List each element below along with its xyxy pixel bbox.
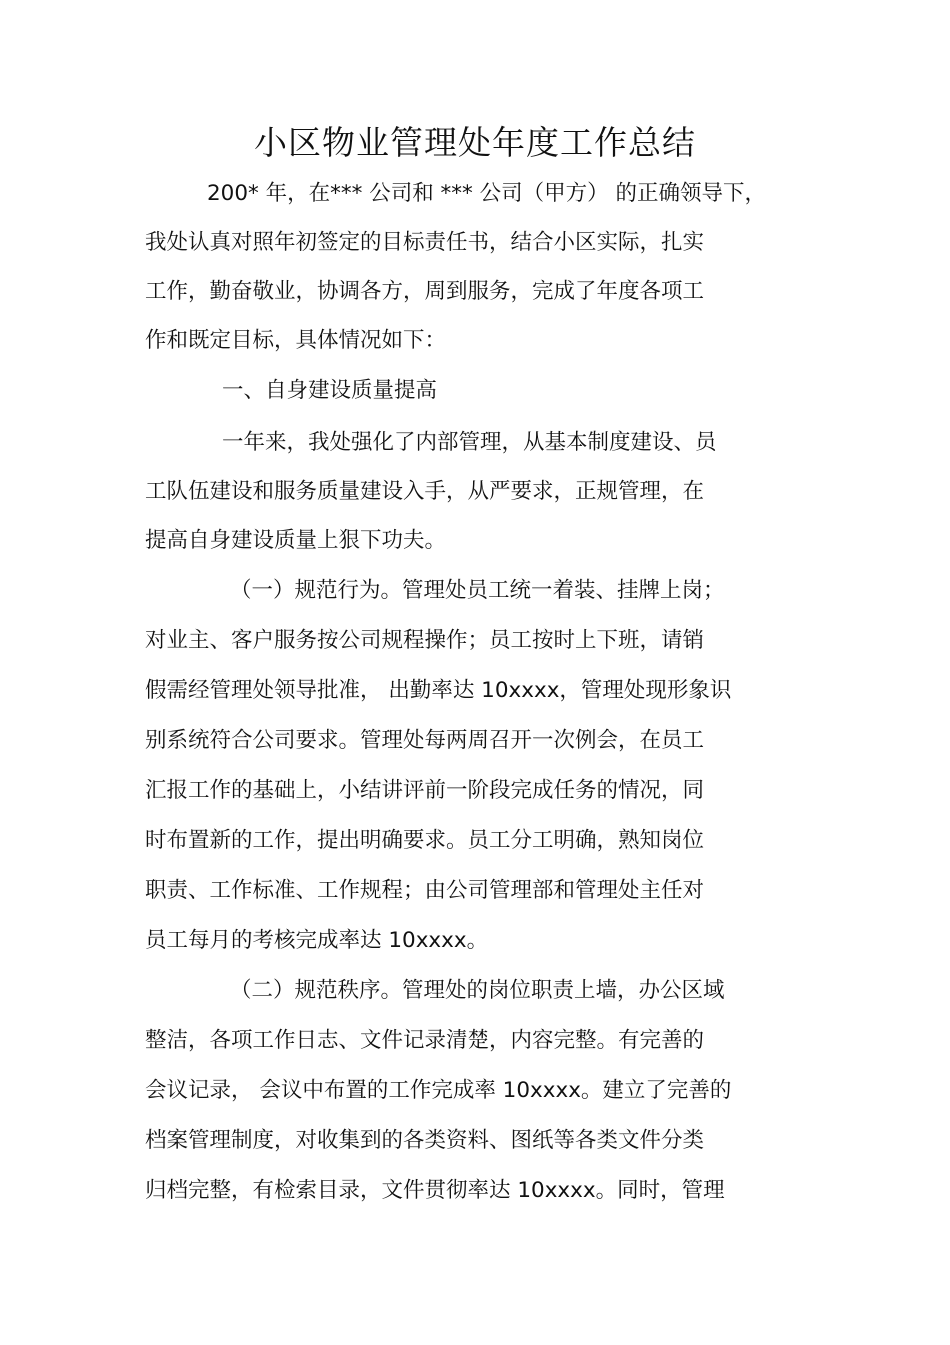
paragraph-line: （二）规范秩序。管理处的岗位职责上墙，办公区域 xyxy=(230,978,725,1003)
paragraph-line: 200* 年，在*** 公司和 *** 公司（甲方） 的正确领导下， xyxy=(207,181,766,206)
paragraph-line: 假需经管理处领导批准， 出勤率达 10xxxx，管理处现形象识 xyxy=(145,678,732,703)
paragraph-line: 作和既定目标，具体情况如下： xyxy=(145,328,447,353)
paragraph-line: 别系统符合公司要求。管理处每两周召开一次例会，在员工 xyxy=(145,728,705,753)
document-title: 小区物业管理处年度工作总结 xyxy=(254,123,696,162)
paragraph-line: 工作，勤奋敬业，协调各方，周到服务，完成了年度各项工 xyxy=(145,279,705,304)
paragraph-line: 会议记录， 会议中布置的工作完成率 10xxxx。建立了完善的 xyxy=(145,1078,732,1103)
paragraph-line: 职责、工作标准、工作规程；由公司管理部和管理处主任对 xyxy=(145,878,705,903)
paragraph-line: 归档完整，有检索目录，文件贯彻率达 10xxxx。同时，管理 xyxy=(145,1178,725,1203)
paragraph-line: 一年来，我处强化了内部管理，从基本制度建设、员 xyxy=(222,430,717,455)
paragraph-line: 我处认真对照年初签定的目标责任书，结合小区实际，扎实 xyxy=(145,230,705,255)
paragraph-line: 提高自身建设质量上狠下功夫。 xyxy=(145,528,447,553)
paragraph-line: 时布置新的工作，提出明确要求。员工分工明确，熟知岗位 xyxy=(145,828,705,853)
paragraph-line: 整洁，各项工作日志、文件记录清楚，内容完整。有完善的 xyxy=(145,1028,705,1053)
paragraph-line: 档案管理制度，对收集到的各类资料、图纸等各类文件分类 xyxy=(145,1128,705,1153)
paragraph-line: 汇报工作的基础上，小结讲评前一阶段完成任务的情况，同 xyxy=(145,778,705,803)
section-heading: 一、自身建设质量提高 xyxy=(222,378,438,403)
paragraph-line: 工队伍建设和服务质量建设入手，从严要求，正规管理，在 xyxy=(145,479,705,504)
paragraph-line: 对业主、客户服务按公司规程操作；员工按时上下班，请销 xyxy=(145,628,705,653)
paragraph-line: 员工每月的考核完成率达 10xxxx。 xyxy=(145,928,489,953)
paragraph-line: （一）规范行为。管理处员工统一着装、挂牌上岗； xyxy=(230,578,725,603)
